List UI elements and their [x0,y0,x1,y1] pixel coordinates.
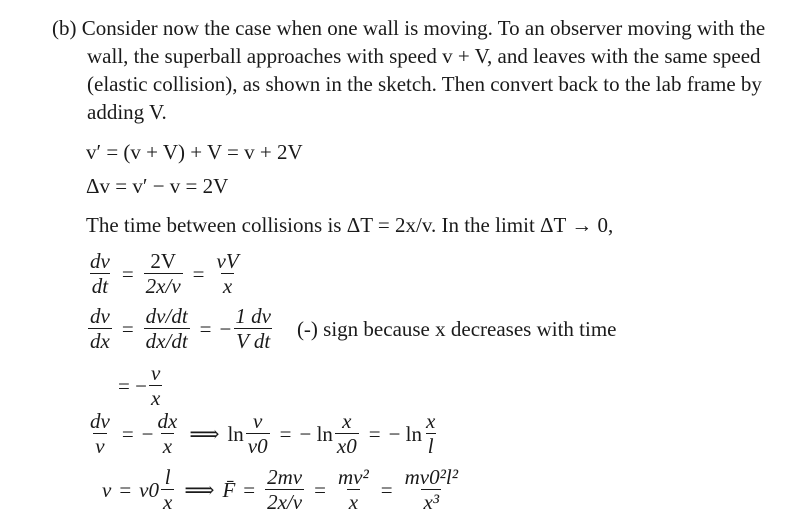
paragraph-text: Consider now the case when one wall is moving. To an observer moving with the wall, the superball approaches with speed v + V, and leaves with the same speed (elastic collision), as shown in the sketch. Then convert back to the lab frame by adding V. [81,16,766,124]
sign-annotation: (-) sign because x decreases with time [296,316,617,341]
problem-paragraph [52,14,782,126]
equation-velocity-after: v′ = (v + V) + V = v + 2V [86,140,303,164]
part-b-text [52,14,782,126]
equation-dvdx: $\frac{dv}{dx}$ = $\frac{dv/dt}{dx/dt}$ = − $\frac{1 dv}{\text{V dt}}$ (-) sign because x decreases with time [90,304,617,354]
equation-dvdt: $\frac{dv}{dt}$ = $\frac{2V}{2x/v}$ = $\frac{vV}{x}$ [90,249,239,299]
part-label: (b) [52,16,77,40]
time-between-collisions-line: The time between collisions is ΔT = 2x/v. In the limit ΔT → 0, [86,213,614,237]
equation-log-integral: $\frac{dv}{v}$ = − $\frac{dx}{x}$ ⟹ ln $\frac{v}{v0}$ = − ln $\frac{x}{x0}$ = − ln $\frac{x}{l}$ [90,409,436,459]
equation-force: v = v0 $\frac{l}{x}$ ⟹ F̄ = $\frac{2mv}{2x/v}$ = $\frac{\text{mv²}}{x}$ = $\frac{\text{mv0²l²}}{\text{x³}}$ [102,465,459,515]
equation-minus-v-over-x: = − $\frac{v}{x}$ [118,361,161,411]
equation-velocity-change: Δv = v′ − v = 2V [86,174,229,198]
